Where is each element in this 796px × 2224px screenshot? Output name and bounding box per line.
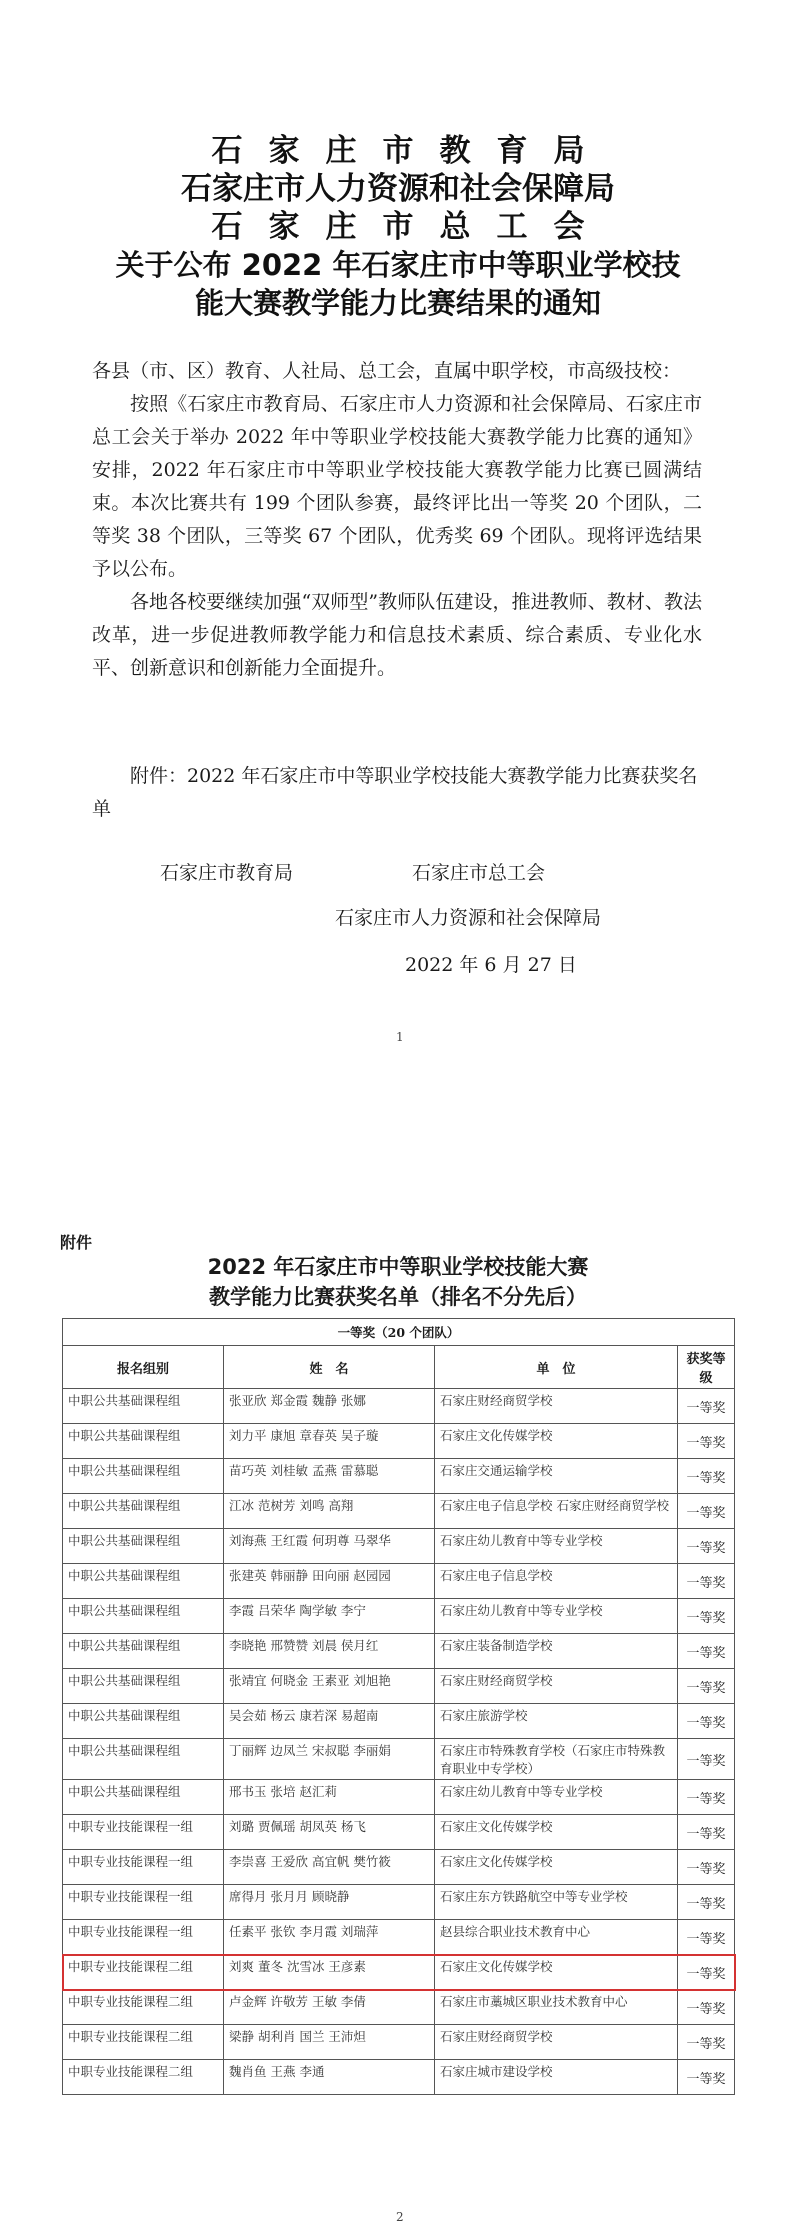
cell-award: 一等奖 bbox=[678, 1669, 735, 1704]
org-trade-union: 石家庄市总工会 bbox=[211, 209, 611, 245]
cell-group: 中职公共基础课程组 bbox=[63, 1704, 224, 1739]
cell-names: 张建英 韩丽静 田向丽 赵园园 bbox=[224, 1564, 435, 1599]
cell-names: 李晓艳 邢赞赞 刘晨 侯月红 bbox=[224, 1634, 435, 1669]
cell-award: 一等奖 bbox=[678, 1599, 735, 1634]
cell-award: 一等奖 bbox=[678, 1955, 735, 1990]
org-education-bureau: 石家庄市教育局 bbox=[211, 133, 611, 169]
cell-names: 张靖宜 何晓金 王素亚 刘旭艳 bbox=[224, 1669, 435, 1704]
cell-group: 中职公共基础课程组 bbox=[63, 1634, 224, 1669]
table-row bbox=[63, 1780, 735, 1815]
cell-group: 中职专业技能课程二组 bbox=[63, 2060, 224, 2095]
page-number: 2 bbox=[396, 2210, 404, 2224]
cell-group: 中职专业技能课程二组 bbox=[63, 2025, 224, 2060]
cell-unit: 石家庄幼儿教育中等专业学校 bbox=[435, 1780, 678, 1815]
table-row bbox=[63, 1850, 735, 1885]
cell-award: 一等奖 bbox=[678, 1780, 735, 1815]
paragraph-2: 各地各校要继续加强“双师型”教师队伍建设，推进教师、教材、教法改革，进一步促进教师教学能力和信息技术素质、综合素质、专业化水平、创新意识和创新能力全面提升。 bbox=[92, 591, 702, 679]
list-title-line1: 2022 年石家庄市中等职业学校技能大赛 bbox=[207, 1255, 589, 1279]
cell-award: 一等奖 bbox=[678, 1564, 735, 1599]
cell-award: 一等奖 bbox=[678, 1885, 735, 1920]
cell-unit: 石家庄市藁城区职业技术教育中心 bbox=[435, 1990, 678, 2025]
cell-names: 张亚欣 郑金霞 魏静 张娜 bbox=[224, 1389, 435, 1424]
cell-unit: 石家庄文化传媒学校 bbox=[435, 1424, 678, 1459]
cell-award: 一等奖 bbox=[678, 2025, 735, 2060]
cell-unit: 石家庄交通运输学校 bbox=[435, 1459, 678, 1494]
letterhead bbox=[0, 132, 796, 322]
cell-names: 任素平 张钦 李月霞 刘瑞萍 bbox=[224, 1920, 435, 1955]
cell-unit: 石家庄电子信息学校 bbox=[435, 1564, 678, 1599]
org-hr-bureau: 石家庄市人力资源和社会保障局 bbox=[181, 171, 615, 207]
cell-group: 中职公共基础课程组 bbox=[63, 1669, 224, 1704]
cell-award: 一等奖 bbox=[678, 1389, 735, 1424]
cell-award: 一等奖 bbox=[678, 1634, 735, 1669]
cell-unit: 石家庄城市建设学校 bbox=[435, 2060, 678, 2095]
cell-group: 中职专业技能课程一组 bbox=[63, 1815, 224, 1850]
table-row bbox=[63, 1459, 735, 1494]
notice-body bbox=[92, 355, 702, 685]
cell-names: 吴会茹 杨云 康若深 易超南 bbox=[224, 1704, 435, 1739]
cell-unit: 石家庄财经商贸学校 bbox=[435, 2025, 678, 2060]
cell-unit: 石家庄幼儿教育中等专业学校 bbox=[435, 1529, 678, 1564]
cell-group: 中职专业技能课程一组 bbox=[63, 1920, 224, 1955]
cell-unit: 石家庄装备制造学校 bbox=[435, 1634, 678, 1669]
cell-names: 魏肖鱼 王燕 李通 bbox=[224, 2060, 435, 2095]
cell-unit: 赵县综合职业技术教育中心 bbox=[435, 1920, 678, 1955]
cell-award: 一等奖 bbox=[678, 1424, 735, 1459]
table-row bbox=[63, 1494, 735, 1529]
attachment-label: 附件 bbox=[60, 1233, 93, 1252]
cell-names: 邢书玉 张培 赵汇莉 bbox=[224, 1780, 435, 1815]
cell-names: 刘力平 康旭 章春英 吴子璇 bbox=[224, 1424, 435, 1459]
cell-unit: 石家庄文化传媒学校 bbox=[435, 1955, 678, 1990]
table-row bbox=[63, 1739, 735, 1780]
signature-trade-union: 石家庄市总工会 bbox=[412, 862, 546, 884]
cell-unit: 石家庄文化传媒学校 bbox=[435, 1815, 678, 1850]
header-award: 获奖等级 bbox=[678, 1346, 735, 1389]
cell-award: 一等奖 bbox=[678, 1459, 735, 1494]
cell-unit: 石家庄幼儿教育中等专业学校 bbox=[435, 1599, 678, 1634]
cell-names: 丁丽辉 边凤兰 宋叔聪 李丽娟 bbox=[224, 1739, 435, 1780]
table-row bbox=[63, 1564, 735, 1599]
cell-group: 中职专业技能课程一组 bbox=[63, 1850, 224, 1885]
cell-unit: 石家庄东方铁路航空中等专业学校 bbox=[435, 1885, 678, 1920]
table-row bbox=[63, 1990, 735, 2025]
cell-group: 中职公共基础课程组 bbox=[63, 1459, 224, 1494]
table-row bbox=[63, 2025, 735, 2060]
header-group: 报名组别 bbox=[63, 1346, 224, 1389]
cell-names: 卢金辉 许敬芳 王敏 李倩 bbox=[224, 1990, 435, 2025]
cell-group: 中职公共基础课程组 bbox=[63, 1780, 224, 1815]
table-row bbox=[63, 1424, 735, 1459]
list-title bbox=[0, 1252, 796, 1312]
cell-award: 一等奖 bbox=[678, 1850, 735, 1885]
cell-names: 江冰 范树芳 刘鸣 高翔 bbox=[224, 1494, 435, 1529]
cell-award: 一等奖 bbox=[678, 1990, 735, 2025]
cell-names: 李霞 吕荣华 陶学敏 李宁 bbox=[224, 1599, 435, 1634]
cell-group: 中职专业技能课程二组 bbox=[63, 1955, 224, 1990]
table-row bbox=[63, 1529, 735, 1564]
cell-award: 一等奖 bbox=[678, 1494, 735, 1529]
header-unit: 单 位 bbox=[435, 1346, 678, 1389]
cell-group: 中职公共基础课程组 bbox=[63, 1494, 224, 1529]
cell-award: 一等奖 bbox=[678, 1704, 735, 1739]
cell-names: 席得月 张月月 顾晓静 bbox=[224, 1885, 435, 1920]
cell-award: 一等奖 bbox=[678, 1739, 735, 1780]
cell-names: 李崇喜 王爱欣 高宜帆 樊竹筱 bbox=[224, 1850, 435, 1885]
cell-unit: 石家庄旅游学校 bbox=[435, 1704, 678, 1739]
cell-names: 梁静 胡利肖 国兰 王沛炟 bbox=[224, 2025, 435, 2060]
award-table bbox=[62, 1318, 735, 2095]
cell-group: 中职公共基础课程组 bbox=[63, 1564, 224, 1599]
cell-group: 中职公共基础课程组 bbox=[63, 1739, 224, 1780]
notice-title-line1: 关于公布 2022 年石家庄市中等职业学校技 bbox=[115, 248, 681, 282]
cell-award: 一等奖 bbox=[678, 1815, 735, 1850]
cell-unit: 石家庄电子信息学校 石家庄财经商贸学校 bbox=[435, 1494, 678, 1529]
notice-title-line2: 能大赛教学能力比赛结果的通知 bbox=[194, 286, 601, 320]
cell-award: 一等奖 bbox=[678, 1529, 735, 1564]
paragraph-1: 按照《石家庄市教育局、石家庄市人力资源和社会保障局、石家庄市总工会关于举办 2022 年中等职业学校技能大赛教学能力比赛的通知》安排，2022 年石家庄市中等职业学校技能大赛教学能力比赛已圆满结束。本次比赛共有 199 个团队参赛，最终评比出一等奖 20 个团队，二等奖 38 个团队，三等奖 67 个团队，优秀奖 69 个团队。现将评选结果予以公布。 bbox=[92, 393, 702, 580]
signature-hr-bureau: 石家庄市人力资源和社会保障局 bbox=[335, 907, 602, 929]
cell-award: 一等奖 bbox=[678, 2060, 735, 2095]
table-row bbox=[63, 1885, 735, 1920]
award-table-caption: 一等奖（20 个团队） bbox=[63, 1319, 735, 1346]
table-row-highlighted bbox=[63, 1955, 735, 1990]
cell-names: 刘海燕 王红霞 何玥尊 马翠华 bbox=[224, 1529, 435, 1564]
cell-group: 中职专业技能课程一组 bbox=[63, 1885, 224, 1920]
award-table-body bbox=[63, 1389, 735, 2095]
cell-names: 刘璐 贾佩瑶 胡凤英 杨飞 bbox=[224, 1815, 435, 1850]
addressee: 各县（市、区）教育、人社局、总工会，直属中职学校，市高级技校： bbox=[92, 360, 682, 382]
cell-names: 苗巧英 刘桂敏 孟燕 雷慕聪 bbox=[224, 1459, 435, 1494]
table-row bbox=[63, 1920, 735, 1955]
table-row bbox=[63, 1599, 735, 1634]
header-names: 姓 名 bbox=[224, 1346, 435, 1389]
cell-unit: 石家庄财经商贸学校 bbox=[435, 1389, 678, 1424]
cell-group: 中职公共基础课程组 bbox=[63, 1389, 224, 1424]
cell-group: 中职公共基础课程组 bbox=[63, 1529, 224, 1564]
cell-group: 中职专业技能课程二组 bbox=[63, 1990, 224, 2025]
table-row bbox=[63, 2060, 735, 2095]
cell-group: 中职公共基础课程组 bbox=[63, 1599, 224, 1634]
cell-group: 中职公共基础课程组 bbox=[63, 1424, 224, 1459]
cell-unit: 石家庄市特殊教育学校（石家庄市特殊教育职业中专学校） bbox=[435, 1739, 678, 1780]
cell-award: 一等奖 bbox=[678, 1920, 735, 1955]
signature-education-bureau: 石家庄市教育局 bbox=[160, 862, 294, 884]
page-number: 1 bbox=[396, 1030, 404, 1044]
table-row bbox=[63, 1815, 735, 1850]
table-row bbox=[63, 1634, 735, 1669]
notice-date: 2022 年 6 月 27 日 bbox=[405, 954, 577, 976]
cell-unit: 石家庄文化传媒学校 bbox=[435, 1850, 678, 1885]
cell-names: 刘爽 董冬 沈雪冰 王彦素 bbox=[224, 1955, 435, 1990]
list-title-line2: 教学能力比赛获奖名单（排名不分先后） bbox=[209, 1285, 587, 1309]
attachment-note: 附件：2022 年石家庄市中等职业学校技能大赛教学能力比赛获奖名单 bbox=[92, 765, 698, 820]
cell-unit: 石家庄财经商贸学校 bbox=[435, 1669, 678, 1704]
table-row bbox=[63, 1704, 735, 1739]
table-row bbox=[63, 1389, 735, 1424]
table-row bbox=[63, 1669, 735, 1704]
